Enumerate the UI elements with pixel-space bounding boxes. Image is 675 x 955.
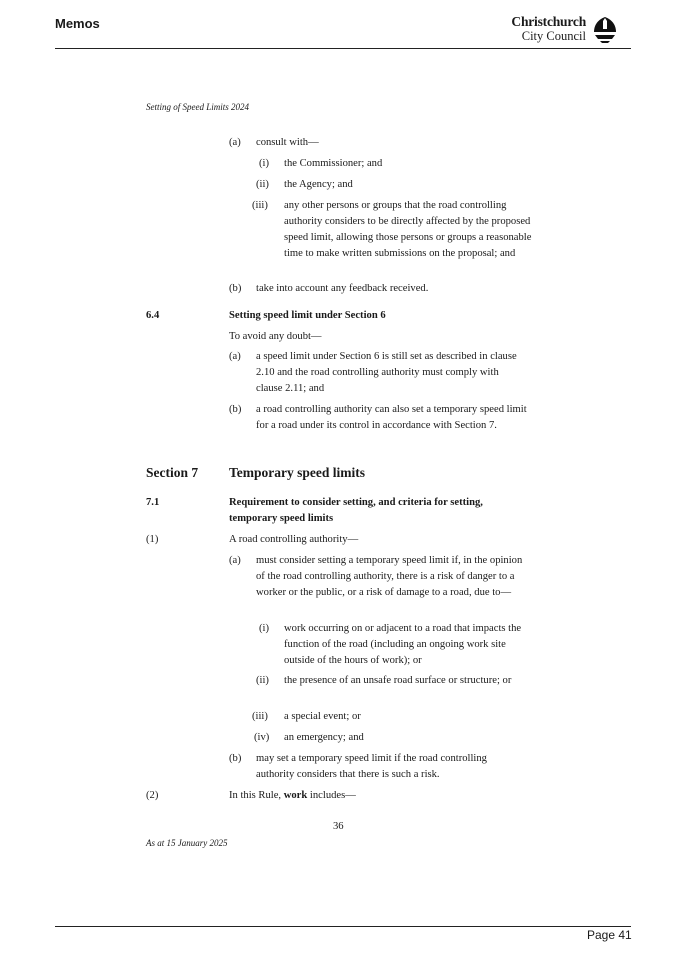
item-text: take into account any feedback received. — [256, 283, 429, 294]
item-label: (b) — [229, 404, 242, 415]
item-label: (i) — [259, 623, 269, 634]
item-text: a road controlling authority can also set a temporary speed limit for a road under its control in accordance with Section 7. — [256, 404, 527, 431]
item-label: (iv) — [254, 732, 270, 743]
item-label: (a) — [229, 555, 241, 566]
item-text: the Agency; and — [284, 179, 353, 190]
subclause-text: A road controlling authority— — [229, 534, 359, 545]
item-label: (ii) — [256, 179, 269, 190]
item-text: an emergency; and — [284, 732, 364, 743]
clause-number: 6.4 — [146, 310, 160, 321]
item-text: the Commissioner; and — [284, 158, 383, 169]
item-text: the presence of an unsafe road surface or structure; or — [284, 675, 512, 686]
item-label: (iii) — [252, 200, 268, 211]
running-head: Setting of Speed Limits 2024 — [146, 102, 249, 112]
council-logo — [500, 14, 620, 46]
logo-line-2: City Council — [521, 29, 586, 43]
page-number-label: Page 41 — [587, 928, 632, 942]
as-at-date: As at 15 January 2025 — [146, 838, 228, 848]
document-page-number: 36 — [333, 821, 344, 832]
section-title: Temporary speed limits — [229, 465, 365, 480]
header-title: Memos — [55, 16, 100, 31]
item-text: consult with— — [256, 137, 319, 148]
item-label: (b) — [229, 753, 242, 764]
item-label: (a) — [229, 137, 241, 148]
item-label: (ii) — [256, 675, 269, 686]
footer-divider — [55, 926, 631, 927]
item-label: (a) — [229, 351, 241, 362]
subclause-label: (1) — [146, 534, 159, 545]
item-text: a speed limit under Section 6 is still set as described in clause 2.10 and the road controlling authority must comply with clause 2.11; and — [256, 351, 517, 394]
subclause-label: (2) — [146, 790, 159, 801]
item-text: work occurring on or adjacent to a road that impacts the function of the road (including an ongoing work site outside of the hours of work); or — [284, 623, 522, 666]
clause-number: 7.1 — [146, 497, 160, 508]
cathedral-icon — [592, 16, 618, 44]
clause-intro: To avoid any doubt— — [229, 331, 322, 342]
item-text: may set a temporary speed limit if the road controlling authority considers that there is such a risk. — [256, 753, 487, 780]
section-label: Section 7 — [146, 465, 199, 480]
item-text: any other persons or groups that the road controlling authority considers to be directly affected by the proposed speed limit, allowing those persons or groups a reasonable time to make written submissions on the proposal; and — [284, 200, 532, 259]
clause-heading: Setting speed limit under Section 6 — [229, 310, 386, 321]
item-text: must consider setting a temporary speed limit if, in the opinion of the road controlling authority, there is a risk of danger to a worker or the public, or a risk of damage to a road, due to— — [256, 555, 523, 598]
header-divider — [55, 48, 631, 49]
item-label: (i) — [259, 158, 269, 169]
item-label: (b) — [229, 283, 242, 294]
item-text: a special event; or — [284, 711, 361, 722]
clause-heading: Requirement to consider setting, and criteria for setting, temporary speed limits — [229, 497, 483, 524]
subclause-text: In this Rule, work includes— — [229, 790, 356, 801]
item-label: (iii) — [252, 711, 268, 722]
logo-line-1: Christchurch — [511, 14, 586, 29]
